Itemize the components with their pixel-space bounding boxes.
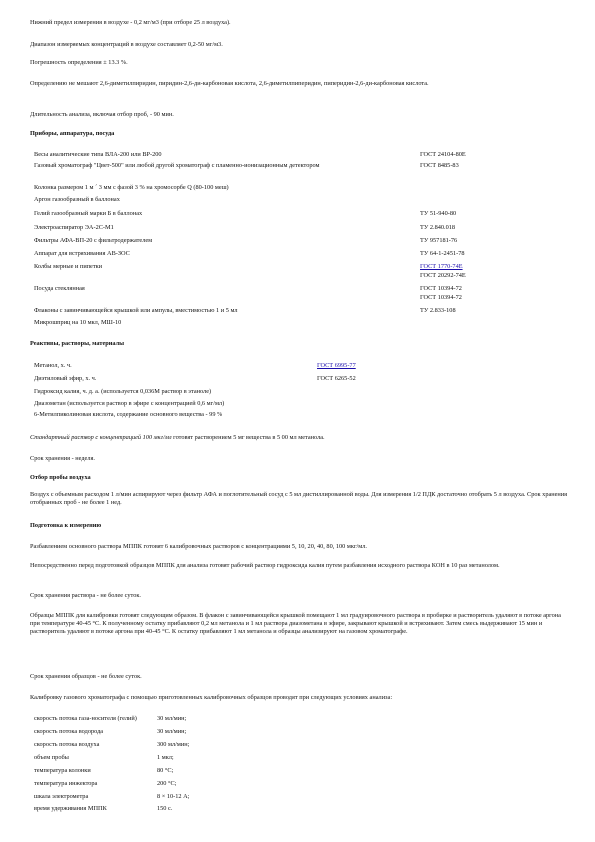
condition-param: шкала электрометра	[34, 793, 89, 800]
condition-param: объем пробы	[34, 754, 69, 761]
detection-limit-text: Нижний предел измерения в воздухе - 0,2 мг/м3 (при отборе 25 л воздуха).	[30, 19, 231, 26]
table-row	[34, 400, 574, 409]
equipment-name: Микрошприц на 10 мкл, МШ-10	[34, 319, 122, 326]
condition-value: 30 мл/мин;	[157, 728, 187, 735]
calibration-solutions-text: Разбавлением основного раствора МППК готовят 6 калибровочных растворов с концентрациями 5, 10, 20, 40, 80, 100 мкг/мл.	[30, 543, 367, 550]
preparation-heading: Подготовка к измерению	[30, 522, 102, 529]
equipment-name: Колонка размером 1 м ´ 3 мм с фазой 3 % на хромосорбе Q (80-100 меш)	[34, 184, 229, 191]
equipment-name: Весы аналитические типа ВЛА-200 или ВР-200	[34, 151, 162, 158]
gost-6995-link[interactable]: ГОСТ 6995-77	[317, 362, 356, 369]
equipment-standard: ГОСТ 8485-83	[420, 162, 459, 169]
condition-value: 80 °С;	[157, 767, 174, 774]
working-solution-text: Непосредственно перед подготовкой образцов МППК для анализа готовят рабочий раствор гидроксида калия путем разбавления исходного раствора КОН в 10 раз метанолом.	[30, 562, 500, 569]
table-row	[34, 162, 574, 181]
sample-preparation-text: Образцы МППК для калибровки готовят следующим образом. В флакон с завинчивающейся крышкой помещают 1 мл градуировочного раствора в пробирке и растворитель удаляют в потоке аргона при температуре 40-45 °С. К полученному остатку прибавляют 0,2 мл метанола и 1 мл раствора диазометана в эфире, закрывают крышкой и встряхивают. Затем смесь выдерживают 15 мин и растворитель удаляют в потоке аргона при 40-45 °С. К остатку прибавляют 1 мл метанола и образцы анализируют на газовом хроматографе.	[30, 612, 561, 635]
table-row	[34, 285, 574, 294]
sampling-heading: Отбор пробы воздуха	[30, 474, 91, 481]
table-row	[34, 250, 574, 259]
table-row	[34, 210, 574, 219]
table-row	[34, 767, 574, 776]
table-row	[34, 237, 574, 246]
interference-text: Определению не мешают 2,6-диметилпиридин, пиридин-2,6-ди-карбоновая кислота, 2,6-диметилпиперидин, пиперидин-2,6-ди-карбоновая кислота.	[30, 80, 429, 87]
standard-solution-term: Стандартный раствор с концентрацией 100 мкг/мл	[30, 434, 172, 441]
condition-value: 30 мл/мин;	[157, 715, 187, 722]
equipment-standard: ТУ 64-1-2451-78	[420, 250, 465, 257]
reagent-name: Диэтиловый эфир, х. ч.	[34, 375, 97, 382]
reagent-name: Метанол, х. ч.	[34, 362, 72, 369]
sampling-text: Воздух с объемным расходом 1 л/мин аспирируют через фильтр АФА и поглотительный сосуд с 5 мл дистиллированной воды. Для измерения 1/2 ПДК достаточно отобрать 5 л воздуха. Срок хранения отобранных проб - не более 1 нед.	[30, 491, 568, 506]
reagent-name: Диазометан (используется раствор в эфире с концентрацией 0,6 мг/мл)	[34, 400, 225, 407]
condition-param: температура колонки	[34, 767, 91, 774]
table-row	[34, 362, 574, 371]
equipment-heading: Приборы, аппаратура, посуда	[30, 130, 115, 137]
equipment-name: Гелий газообразный марки Б в баллонах	[34, 210, 143, 217]
error-text: Погрешность определения ± 13.3 %.	[30, 59, 128, 66]
table-row	[34, 780, 574, 789]
equipment-standard: ТУ 51-940-80	[420, 210, 457, 217]
table-row	[34, 319, 574, 328]
equipment-name: Аргон газообразный в баллонах	[34, 196, 120, 203]
equipment-standard: ТУ 957181-76	[420, 237, 458, 244]
standard-solution-text	[30, 434, 570, 442]
reagent-name: Гидроксид калия, ч. д. а. (используется 0,036М раствор в этаноле)	[34, 388, 212, 395]
equipment-name: Флаконы с завинчивающейся крышкой или ампулы, вместимостью 1 и 5 мл	[34, 307, 238, 314]
equipment-standard: ГОСТ 10394-72	[420, 294, 462, 301]
reagent-name: 6-Метилпиколиновая кислота, содержание основного вещества - 99 %	[34, 411, 223, 418]
table-row	[34, 754, 574, 763]
table-row	[34, 294, 574, 303]
table-row	[34, 196, 574, 205]
reagents-heading: Реактивы, растворы, материалы	[30, 340, 125, 347]
table-row	[34, 184, 574, 193]
equipment-name: Посуда стеклянная	[34, 285, 85, 292]
condition-value: 300 мл/мин;	[157, 741, 190, 748]
equipment-standard: ГОСТ 20292-74Е	[420, 272, 466, 279]
table-row	[34, 263, 574, 272]
duration-text: Длительность анализа, включая отбор проб, - 90 мин.	[30, 111, 174, 118]
condition-param: скорость потока газа-носителя (гелий)	[34, 715, 137, 722]
condition-param: температура инжектора	[34, 780, 98, 787]
table-row	[34, 715, 574, 724]
table-row	[34, 793, 574, 802]
equipment-standard: ТУ 2.833-108	[420, 307, 456, 314]
condition-param: скорость потока водорода	[34, 728, 104, 735]
equipment-name: Колбы мерные и пипетки	[34, 263, 103, 270]
storage-week-text: Срок хранения - неделя.	[30, 455, 95, 462]
equipment-name: Фильтры АФА-ВП-20 с фильтродержателем	[34, 237, 153, 244]
condition-value: 8 × 10-12 А;	[157, 793, 190, 800]
table-row	[34, 375, 574, 384]
equipment-standard: ТУ 2.840.018	[420, 224, 456, 231]
table-row	[34, 307, 574, 316]
equipment-standard: ГОСТ 24104-80Е	[420, 151, 466, 158]
storage-day-text: Срок хранения раствора - не более суток.	[30, 592, 141, 599]
gost-1770-link[interactable]: ГОСТ 1770-74Е	[420, 263, 463, 270]
sample-storage-text: Срок хранения образцов - не более суток.	[30, 673, 142, 680]
equipment-name: Электроаспиратор ЭА-2С-М1	[34, 224, 114, 231]
table-row	[34, 272, 574, 281]
table-row	[34, 805, 574, 814]
table-row	[34, 151, 574, 160]
table-row	[34, 728, 574, 737]
table-row	[34, 388, 574, 397]
standard-solution-rest: готовят растворением 5 мг вещества в 5 00 мл метанола.	[171, 434, 325, 441]
table-row	[34, 741, 574, 750]
equipment-standard: ГОСТ 10394-72	[420, 285, 462, 292]
table-row	[34, 411, 574, 420]
calibration-conditions-text: Калибровку газового хроматографа с помощью приготовленных калибровочных образцов проводят при следующих условиях анализа:	[30, 694, 393, 701]
range-text: Диапазон измеряемых концентраций в воздухе составляет 0,2-50 мг/м3.	[30, 41, 223, 48]
condition-value: 1 мкл;	[157, 754, 174, 761]
equipment-name: Аппарат для встряхивания АВ-ЗОС	[34, 250, 130, 257]
condition-param: скорость потока воздуха	[34, 741, 100, 748]
table-row	[34, 224, 574, 233]
condition-param: время удерживания МППК	[34, 805, 107, 812]
condition-value: 200 °С;	[157, 780, 177, 787]
condition-value: 150 с.	[157, 805, 173, 812]
reagent-standard: ГОСТ 6265-52	[317, 375, 356, 382]
equipment-name: Газовый хроматограф "Цвет-500" или любой другой хроматограф с пламенно-ионизационным детектором	[34, 162, 320, 169]
